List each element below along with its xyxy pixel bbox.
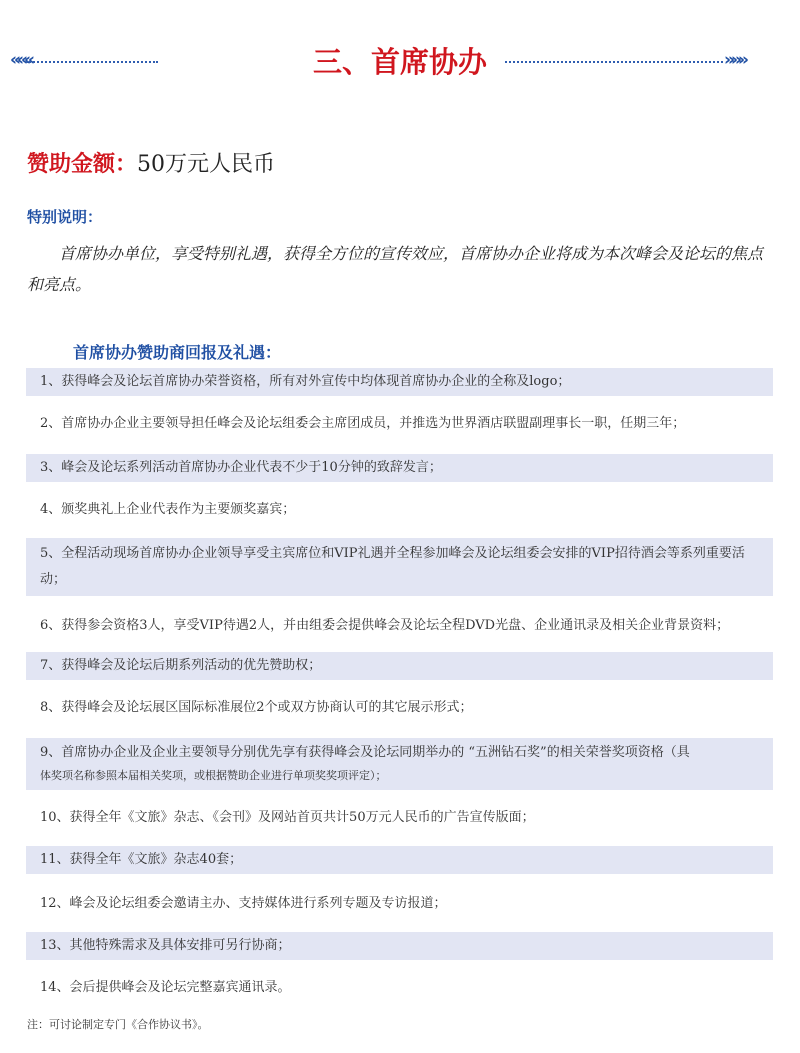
item-text: 3、峰会及论坛系列活动首席协办企业代表不少于10分钟的致辞发言； bbox=[40, 460, 442, 475]
list-item bbox=[26, 454, 773, 482]
item-text: 13、其他特殊需求及具体安排可另行协商； bbox=[40, 938, 291, 953]
item-text: 4、颁奖典礼上企业代表作为主要颁奖嘉宾； bbox=[40, 502, 296, 517]
list-item bbox=[26, 410, 773, 438]
special-notes-heading: 特别说明： bbox=[27, 208, 103, 226]
list-item bbox=[26, 846, 773, 874]
item-text: 8、获得峰会及论坛展区国际标准展位2个或双方协商认可的其它展示形式； bbox=[40, 700, 473, 715]
chevron-left-icon: ««« bbox=[10, 50, 31, 70]
list-item bbox=[26, 652, 773, 680]
item-text: 5、全程活动现场首席协办企业领导享受主宾席位和VIP礼遇并全程参加峰会及论坛组委会安排的VIP招待酒会等系列重要活动； bbox=[40, 546, 745, 587]
item-text: 12、峰会及论坛组委会邀请主办、支持媒体进行系列专题及专访报道； bbox=[40, 896, 447, 911]
item-text: 7、获得峰会及论坛后期系列活动的优先赞助权； bbox=[40, 658, 322, 673]
chevron-right-icon: »»» bbox=[724, 50, 745, 70]
list-item bbox=[26, 974, 773, 1002]
sponsorship-amount bbox=[27, 150, 275, 180]
list-item bbox=[26, 804, 773, 832]
item-text: 9、首席协办企业及企业主要领导分别优先享有获得峰会及论坛同期举办的 “五洲钻石奖”的相关荣誉奖项资格（具 bbox=[40, 745, 690, 760]
dotted-divider-right bbox=[505, 61, 723, 63]
item-text: 2、首席协办企业主要领导担任峰会及论坛组委会主席团成员，并推选为世界酒店联盟副理事长一职，任期三年； bbox=[40, 416, 686, 431]
list-item bbox=[26, 538, 773, 596]
amount-label: 赞助金额： bbox=[27, 152, 138, 177]
page-title: 三、首席协办 bbox=[312, 45, 487, 79]
item-text: 14、会后提供峰会及论坛完整嘉宾通讯录。 bbox=[40, 980, 291, 995]
list-item bbox=[26, 368, 773, 396]
item-text-continued: 体奖项名称参照本届相关奖项，或根据赞助企业进行单项奖奖项评定）； bbox=[40, 769, 387, 782]
list-item bbox=[26, 738, 773, 790]
footnote: 注：可讨论制定专门《合作协议书》。 bbox=[27, 1018, 209, 1031]
list-item bbox=[26, 694, 773, 722]
benefits-list bbox=[26, 368, 773, 1002]
item-text: 1、获得峰会及论坛首席协办荣誉资格，所有对外宣传中均体现首席协办企业的全称及logo； bbox=[40, 374, 571, 389]
item-text: 10、获得全年《文旅》杂志、《会刊》及网站首页共计50万元人民币的广告宣传版面； bbox=[40, 810, 535, 825]
section-header bbox=[0, 40, 800, 90]
list-item bbox=[26, 890, 773, 918]
list-item bbox=[26, 612, 773, 640]
amount-value: 50万元人民币 bbox=[137, 152, 276, 177]
benefits-heading: 首席协办赞助商回报及礼遇： bbox=[73, 343, 282, 362]
item-text: 11、获得全年《文旅》杂志40套； bbox=[40, 852, 243, 867]
item-text: 6、获得参会资格3人，享受VIP待遇2人，并由组委会提供峰会及论坛全程DVD光盘、企业通讯录及相关企业背景资料； bbox=[40, 618, 730, 633]
list-item bbox=[26, 932, 773, 960]
special-notes-body: 首席协办单位，享受特别礼遇，获得全方位的宣传效应，首席协办企业将成为本次峰会及论坛的焦点和亮点。 bbox=[27, 244, 764, 294]
list-item bbox=[26, 496, 773, 524]
